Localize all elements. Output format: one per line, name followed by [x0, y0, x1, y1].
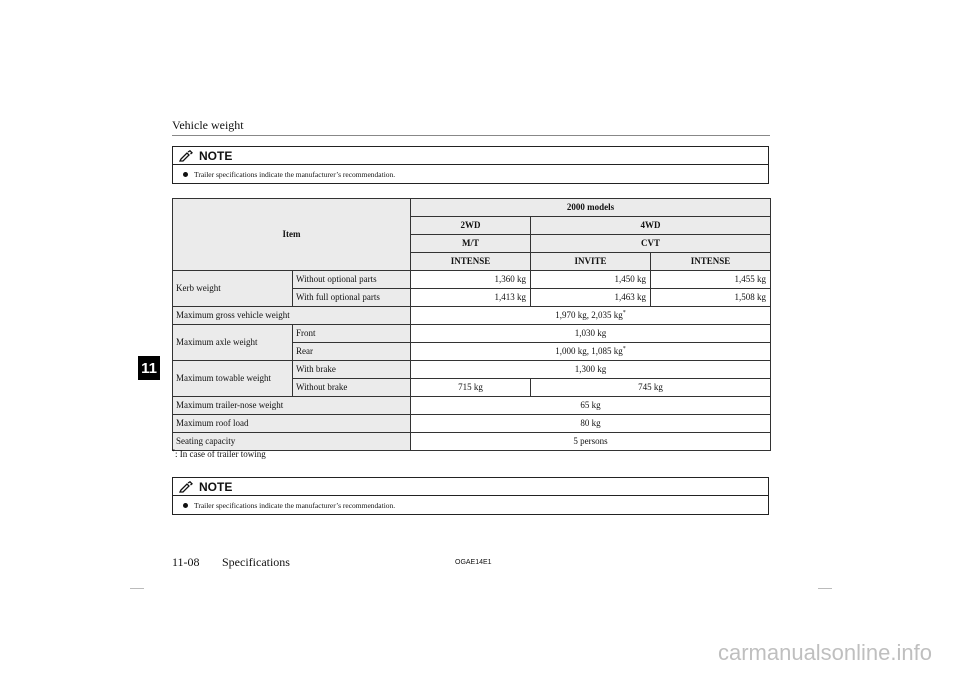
axle-weight-label: Maximum axle weight: [173, 325, 293, 361]
table-row: [173, 361, 771, 379]
chapter-tab: 11: [138, 356, 160, 380]
towable-weight-label: Maximum towable weight: [173, 361, 293, 397]
footnote-mark: *: [622, 346, 626, 352]
grade-header: INTENSE: [651, 253, 771, 271]
note-heading: NOTE: [199, 148, 233, 163]
axle-front-value: 1,030 kg: [411, 325, 771, 343]
kerb-weight-label: Kerb weight: [173, 271, 293, 307]
bullet-icon: [183, 503, 188, 508]
crop-mark: [818, 588, 832, 589]
seating-value: 5 persons: [411, 433, 771, 451]
transmission-header-mt: M/T: [411, 235, 531, 253]
table-cell: 1,508 kg: [651, 289, 771, 307]
table-footnote: [172, 449, 266, 459]
axle-rear-value: [411, 343, 771, 361]
gross-weight-value: [411, 307, 771, 325]
with-brake-label: With brake: [293, 361, 411, 379]
grade-header: INTENSE: [411, 253, 531, 271]
table-row: [173, 415, 771, 433]
page-number: 11-08: [172, 555, 200, 569]
note-pencil-icon: [179, 150, 195, 162]
gross-weight-text: 1,970 kg, 2,035 kg: [555, 310, 623, 320]
without-brake-label: Without brake: [293, 379, 411, 397]
note-body: [173, 165, 768, 184]
table-row: [173, 325, 771, 343]
gross-weight-label: Maximum gross vehicle weight: [173, 307, 411, 325]
vehicle-weight-table: [172, 198, 771, 451]
note-text: Trailer specifications indicate the manufacturer’s recommendation.: [194, 170, 396, 179]
note-heading: NOTE: [199, 479, 233, 494]
trailer-nose-label: Maximum trailer-nose weight: [173, 397, 411, 415]
note-pencil-icon: [179, 481, 195, 493]
note-text: Trailer specifications indicate the manufacturer’s recommendation.: [194, 501, 396, 510]
bullet-icon: [183, 172, 188, 177]
table-cell: 1,360 kg: [411, 271, 531, 289]
table-cell: 1,463 kg: [531, 289, 651, 307]
drive-header-4wd: 4WD: [531, 217, 771, 235]
table-row: [173, 397, 771, 415]
table-row: [173, 199, 771, 217]
without-brake-2wd-value: 715 kg: [411, 379, 531, 397]
seating-label: Seating capacity: [173, 433, 411, 451]
document-code: OGAE14E1: [455, 559, 492, 566]
table-row: [173, 307, 771, 325]
kerb-with-label: With full optional parts: [293, 289, 411, 307]
item-header: Item: [173, 199, 411, 271]
header-divider: [172, 135, 770, 136]
table-cell: 1,450 kg: [531, 271, 651, 289]
kerb-without-label: Without optional parts: [293, 271, 411, 289]
transmission-header-cvt: CVT: [531, 235, 771, 253]
with-brake-value: 1,300 kg: [411, 361, 771, 379]
note-box-top: [172, 146, 769, 184]
drive-header-2wd: 2WD: [411, 217, 531, 235]
footnote-mark: *: [172, 449, 175, 455]
axle-rear-label: Rear: [293, 343, 411, 361]
models-header: 2000 models: [411, 199, 771, 217]
roof-load-value: 80 kg: [411, 415, 771, 433]
roof-load-label: Maximum roof load: [173, 415, 411, 433]
footnote-text: : In case of trailer towing: [175, 449, 266, 459]
grade-header: INVITE: [531, 253, 651, 271]
table-cell: 1,413 kg: [411, 289, 531, 307]
axle-rear-text: 1,000 kg, 1,085 kg: [555, 346, 623, 356]
note-header: [173, 147, 768, 165]
page-section-name: Specifications: [222, 555, 290, 569]
axle-front-label: Front: [293, 325, 411, 343]
table-row: [173, 271, 771, 289]
note-box-bottom: [172, 477, 769, 515]
without-brake-4wd-value: 745 kg: [531, 379, 771, 397]
crop-mark: [130, 588, 144, 589]
table-row: [173, 433, 771, 451]
footnote-mark: *: [622, 310, 626, 316]
watermark: carmanualsonline.info: [717, 640, 932, 665]
table-cell: 1,455 kg: [651, 271, 771, 289]
note-header: [173, 478, 768, 496]
section-title: Vehicle weight: [172, 118, 244, 132]
trailer-nose-value: 65 kg: [411, 397, 771, 415]
note-body: [173, 496, 768, 515]
